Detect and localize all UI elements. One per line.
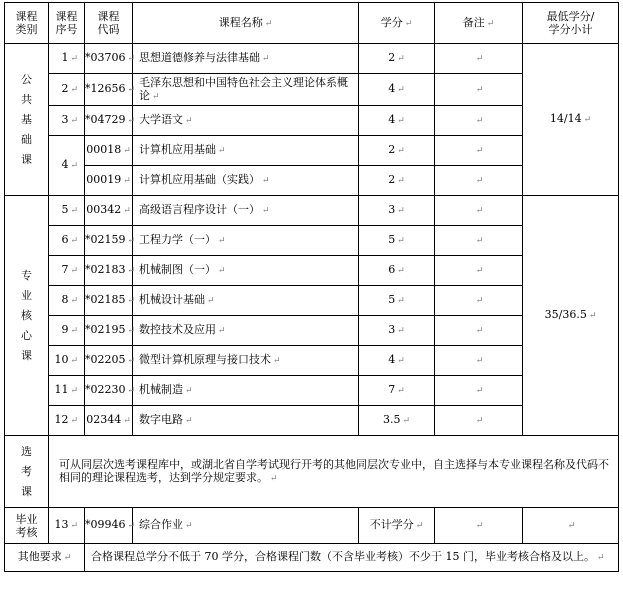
course-credits: 不计学分 ↵ [359, 508, 435, 544]
course-remarks: ↵ [435, 226, 523, 256]
course-credits: 6 ↵ [359, 256, 435, 286]
course-remarks: ↵ [435, 286, 523, 316]
course-seq: 2 ↵ [49, 74, 85, 106]
course-remarks: ↵ [435, 346, 523, 376]
course-remarks: ↵ [435, 376, 523, 406]
curriculum-table [4, 2, 619, 572]
course-name: 微型计算机原理与接口技术 ↵ [133, 346, 359, 376]
category-public-label: 公 共 基 础 课 [21, 72, 32, 166]
course-code: *02205 ↵ [85, 346, 133, 376]
graduation-row [5, 508, 619, 544]
course-code: *12656 ↵ [85, 74, 133, 106]
course-seq: 7 ↵ [49, 256, 85, 286]
course-name: 毛泽东思想和中国特色社会主义理论体系概论 ↵ [133, 74, 359, 106]
course-remarks: ↵ [435, 74, 523, 106]
header-min-credits: 最低学分/ 学分小计 [523, 3, 619, 44]
category-core-label: 专 业 核 心 课 [21, 268, 32, 362]
header-seq: 课程 序号 [49, 3, 85, 44]
course-credits: 2 ↵ [359, 166, 435, 196]
course-seq: 1 ↵ [49, 44, 85, 74]
course-code: *03706 ↵ [85, 44, 133, 74]
course-seq: 9 ↵ [49, 316, 85, 346]
category-graduation: 毕业 考核 [5, 508, 49, 544]
course-credits: 7 ↵ [359, 376, 435, 406]
other-requirements-text: 合格课程总学分不低于 70 学分，合格课程门数（不含毕业考核）不少于 15 门，毕业考核合格及以上。 ↵ [85, 544, 619, 572]
course-seq: 12 ↵ [49, 406, 85, 436]
header-remarks: 备注 ↵ [435, 3, 523, 44]
course-credits: 2 ↵ [359, 136, 435, 166]
course-seq: 8 ↵ [49, 286, 85, 316]
course-code: 00018 ↵ [85, 136, 133, 166]
header-name: 课程名称 ↵ [133, 3, 359, 44]
subtotal-public: 14/14 ↵ [523, 44, 619, 196]
course-code: *09946 ↵ [85, 508, 133, 544]
course-remarks: ↵ [435, 44, 523, 74]
course-name: 机械设计基础 ↵ [133, 286, 359, 316]
course-remarks: ↵ [435, 196, 523, 226]
course-name: 机械制造 ↵ [133, 376, 359, 406]
course-credits: 3 ↵ [359, 196, 435, 226]
course-seq: 5 ↵ [49, 196, 85, 226]
course-credits: 2 ↵ [359, 44, 435, 74]
header-category: 课程 类别 [5, 3, 49, 44]
category-core [5, 196, 49, 436]
course-name: 工程力学（一） ↵ [133, 226, 359, 256]
category-public [5, 44, 49, 196]
course-remarks: ↵ [435, 406, 523, 436]
course-name: 思想道德修养与法律基础 ↵ [133, 44, 359, 74]
course-credits: 3.5 ↵ [359, 406, 435, 436]
other-requirements-label: 其他要求 ↵ [5, 544, 85, 572]
course-credits: 5 ↵ [359, 286, 435, 316]
elective-description: 可从同层次选考课程库中，或湖北省自学考试现行开考的其他同层次专业中，自主选择与本专业课程名称及代码不相同的理论课程选考，达到学分规定要求。 ↵ [49, 436, 619, 508]
header-code: 课程 代码 [85, 3, 133, 44]
course-code: *04729 ↵ [85, 106, 133, 136]
course-remarks: ↵ [435, 106, 523, 136]
elective-row [5, 436, 619, 508]
course-code: *02195 ↵ [85, 316, 133, 346]
course-code: *02183 ↵ [85, 256, 133, 286]
category-elective [5, 436, 49, 508]
course-code: 00019 ↵ [85, 166, 133, 196]
course-name: 计算机应用基础 ↵ [133, 136, 359, 166]
course-seq: 4 ↵ [49, 136, 85, 196]
category-elective-label: 选 考 课 [21, 444, 32, 498]
course-credits: 5 ↵ [359, 226, 435, 256]
course-code: 00342 ↵ [85, 196, 133, 226]
subtotal-core: 35/36.5 ↵ [523, 196, 619, 436]
course-seq: 13 ↵ [49, 508, 85, 544]
subtotal-graduation: ↵ [523, 508, 619, 544]
course-remarks: ↵ [435, 508, 523, 544]
course-seq: 3 ↵ [49, 106, 85, 136]
course-remarks: ↵ [435, 166, 523, 196]
course-seq: 10 ↵ [49, 346, 85, 376]
course-name: 数字电路 ↵ [133, 406, 359, 436]
course-seq: 11 ↵ [49, 376, 85, 406]
course-name: 机械制图（一） ↵ [133, 256, 359, 286]
course-remarks: ↵ [435, 136, 523, 166]
course-credits: 4 ↵ [359, 74, 435, 106]
table-row [5, 196, 619, 226]
course-code: *02185 ↵ [85, 286, 133, 316]
course-remarks: ↵ [435, 256, 523, 286]
course-remarks: ↵ [435, 316, 523, 346]
course-code: 02344 ↵ [85, 406, 133, 436]
course-name: 综合作业 ↵ [133, 508, 359, 544]
course-code: *02159 ↵ [85, 226, 133, 256]
header-credits: 学分 ↵ [359, 3, 435, 44]
course-credits: 4 ↵ [359, 106, 435, 136]
course-name: 计算机应用基础（实践） ↵ [133, 166, 359, 196]
course-code: *02230 ↵ [85, 376, 133, 406]
course-seq: 6 ↵ [49, 226, 85, 256]
course-name: 高级语言程序设计（一） ↵ [133, 196, 359, 226]
course-credits: 4 ↵ [359, 346, 435, 376]
header-row [5, 3, 619, 44]
course-credits: 3 ↵ [359, 316, 435, 346]
course-name: 大学语文 ↵ [133, 106, 359, 136]
table-row [5, 44, 619, 74]
other-requirements-row [5, 544, 619, 572]
course-name: 数控技术及应用 ↵ [133, 316, 359, 346]
